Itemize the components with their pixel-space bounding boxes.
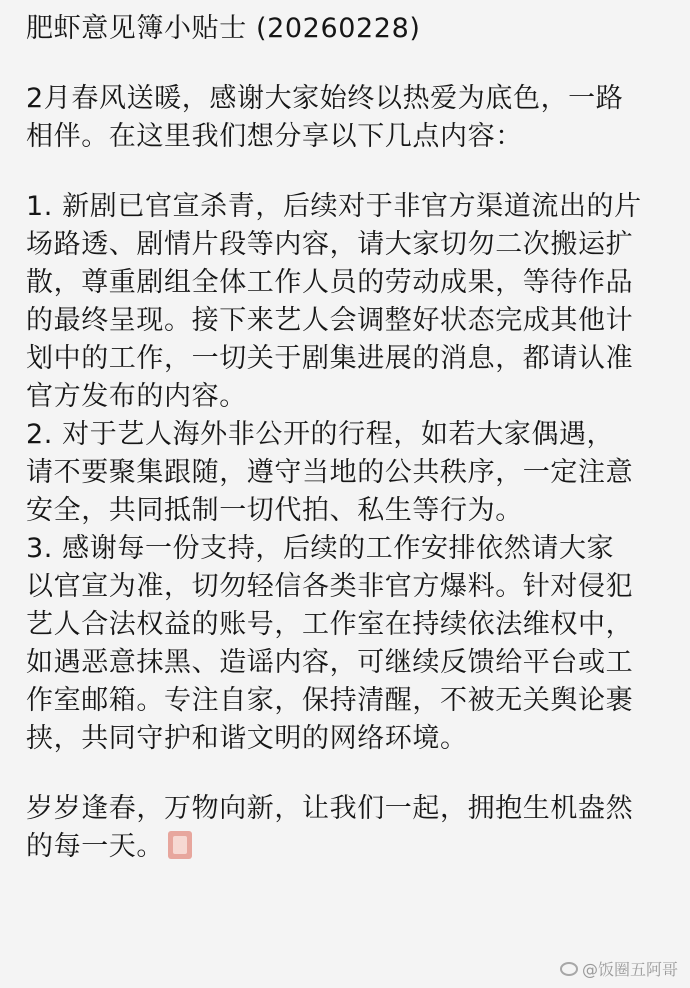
item-3-line-5: 作室邮箱。专注自家，保持清醒，不被无关舆论裹 — [26, 685, 634, 716]
section-gap — [26, 156, 670, 188]
item-2-line-3: 安全，共同抵制一切代拍、私生等行为。 — [26, 495, 523, 526]
intro-line-2: 相伴。在这里我们想分享以下几点内容： — [26, 121, 523, 152]
item-1-line-6: 官方发布的内容。 — [26, 381, 247, 412]
item-2-line-1: 2. 对于艺人海外非公开的行程，如若大家偶遇， — [26, 419, 615, 450]
item-1-line-3: 散，尊重剧组全体工作人员的劳动成果，等待作品 — [26, 267, 634, 298]
item-3-line-2: 以官宣为准，切勿轻信各类非官方爆料。针对侵犯 — [26, 571, 634, 602]
weibo-icon — [560, 962, 578, 976]
item-1-line-4: 的最终呈现。接下来艺人会调整好状态完成其他计 — [26, 305, 634, 336]
section-gap — [26, 758, 670, 790]
item-3-line-4: 如遇恶意抹黑、造谣内容，可继续反馈给平台或工 — [26, 647, 634, 678]
intro-line-1: 2月春风送暖，感谢大家始终以热爱为底色，一路 — [26, 83, 624, 114]
watermark-text: @饭圈五阿哥 — [581, 960, 678, 979]
item-1-line-1: 1. 新剧已官宣杀青，后续对于非官方渠道流出的片 — [26, 191, 642, 222]
item-1-line-5: 划中的工作，一切关于剧集进展的消息，都请认准 — [26, 343, 634, 374]
item-3-line-1: 3. 感谢每一份支持，后续的工作安排依然请大家 — [26, 533, 615, 564]
item-2-line-2: 请不要聚集跟随，遵守当地的公共秩序，一定注意 — [26, 457, 634, 488]
closing-line-2 — [26, 828, 670, 866]
item-1-line-2: 场路透、剧情片段等内容，请大家切勿二次搬运扩 — [26, 229, 634, 260]
page-title: 肥虾意见簿小贴士 (20260228) — [26, 13, 421, 44]
item-3-line-6: 挟，共同守护和谐文明的网络环境。 — [26, 723, 468, 754]
closing-text: 的每一天。 — [26, 831, 164, 862]
watermark — [560, 957, 678, 980]
closing-line-1: 岁岁逢春，万物向新，让我们一起，拥抱生机盎然 — [26, 793, 634, 824]
emoji-icon — [168, 831, 192, 859]
item-3-line-3: 艺人合法权益的账号，工作室在持续依法维权中， — [26, 609, 634, 640]
